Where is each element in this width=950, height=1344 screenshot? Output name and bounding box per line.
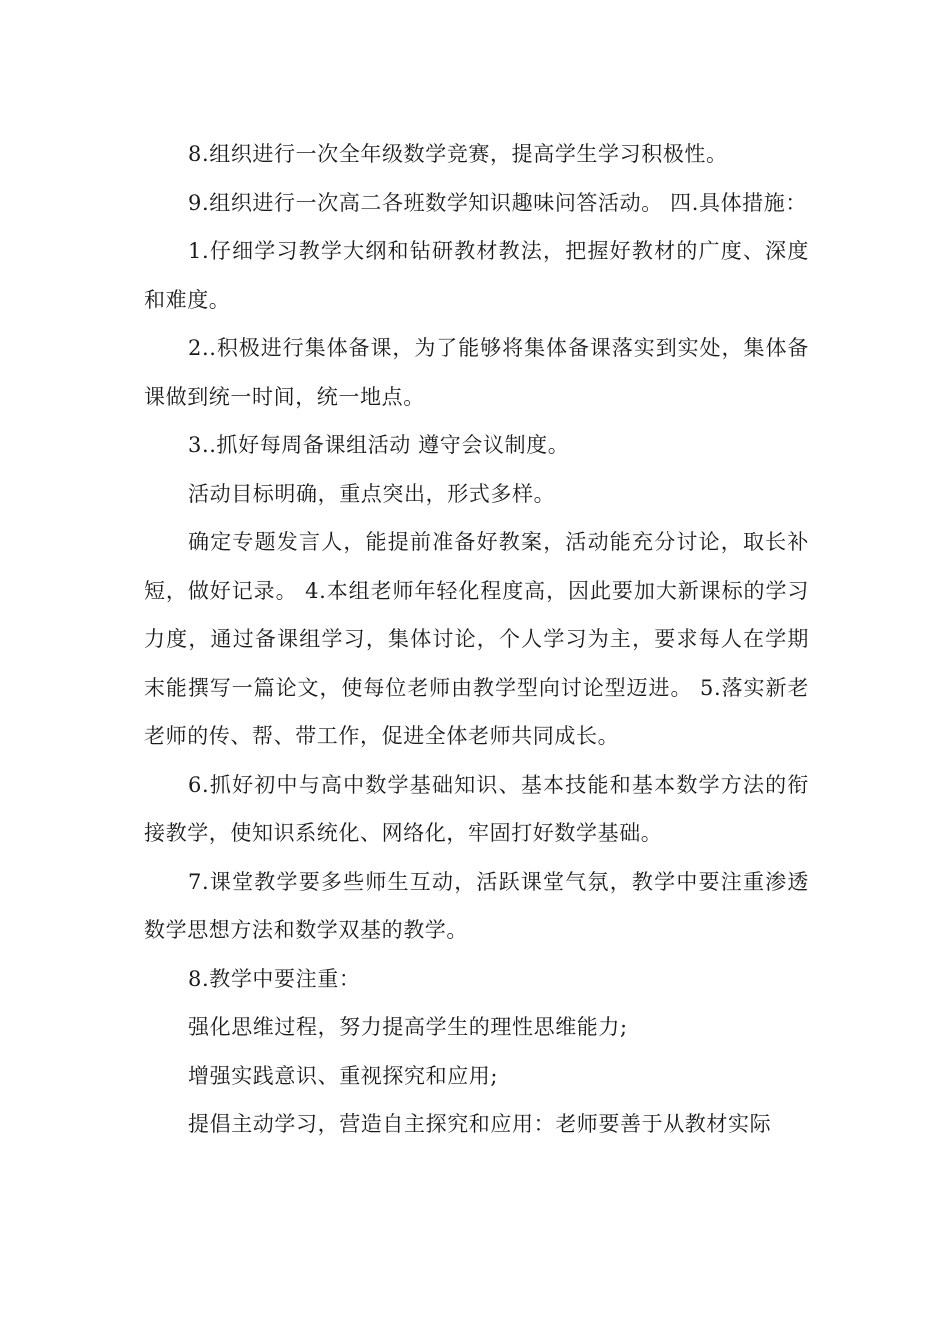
document-body — [144, 130, 809, 1149]
paragraph-teaching-focus: 8.教学中要注重： — [188, 966, 361, 991]
paragraph-activity-goals: 活动目标明确，重点突出，形式多样。 — [188, 481, 556, 506]
paragraph-thinking-process: 强化思维过程，努力提高学生的理性思维能力; — [188, 1015, 628, 1039]
paragraph-study-syllabus: 1.仔细学习教学大纲和钻研教材教法，把握好教材的广度、深度和难度。 — [144, 239, 809, 312]
paragraph-practice-awareness: 增强实践意识、重视探究和应用; — [188, 1063, 499, 1088]
paragraph-classroom-interaction: 7.课堂教学要多些师生互动，活跃课堂气氛，教学中要注重渗透数学思想方法和数学双基的教学。 — [144, 869, 809, 942]
paragraph-keynote-speaker: 确定专题发言人，能提前准备好教案，活动能充分讨论，取长补短，做好记录。 4.本组老师年轻化程度高，因此要加大新课标的学习力度，通过备课组学习，集体讨论，个人学习为主，要求每人在学期末能撰写一篇论文，使每位老师由教学型向讨论型迈进。 5.落实新老老师的传、帮、带工作，促进全体老师共同成长。 — [144, 530, 809, 748]
paragraph-foundation-bridging: 6.抓好初中与高中数学基础知识、基本技能和基本数学方法的衔接教学，使知识系统化、网络化，牢固打好数学基础。 — [144, 772, 809, 845]
paragraph-weekly-group-activity: 3..抓好每周备课组活动 遵守会议制度。 — [188, 433, 570, 457]
paragraph-collective-lesson-prep: 2..积极进行集体备课，为了能够将集体备课落实到实处，集体备课做到统一时间，统一地点。 — [144, 336, 809, 409]
paragraph-math-competition: 8.组织进行一次全年级数学竞赛，提高学生学习积极性。 — [188, 142, 728, 166]
paragraph-quiz-activity: 9.组织进行一次高二各班数学知识趣味问答活动。 四.具体措施： — [188, 190, 807, 215]
paragraph-active-learning: 提倡主动学习，营造自主探究和应用：老师要善于从教材实际 — [188, 1112, 772, 1136]
